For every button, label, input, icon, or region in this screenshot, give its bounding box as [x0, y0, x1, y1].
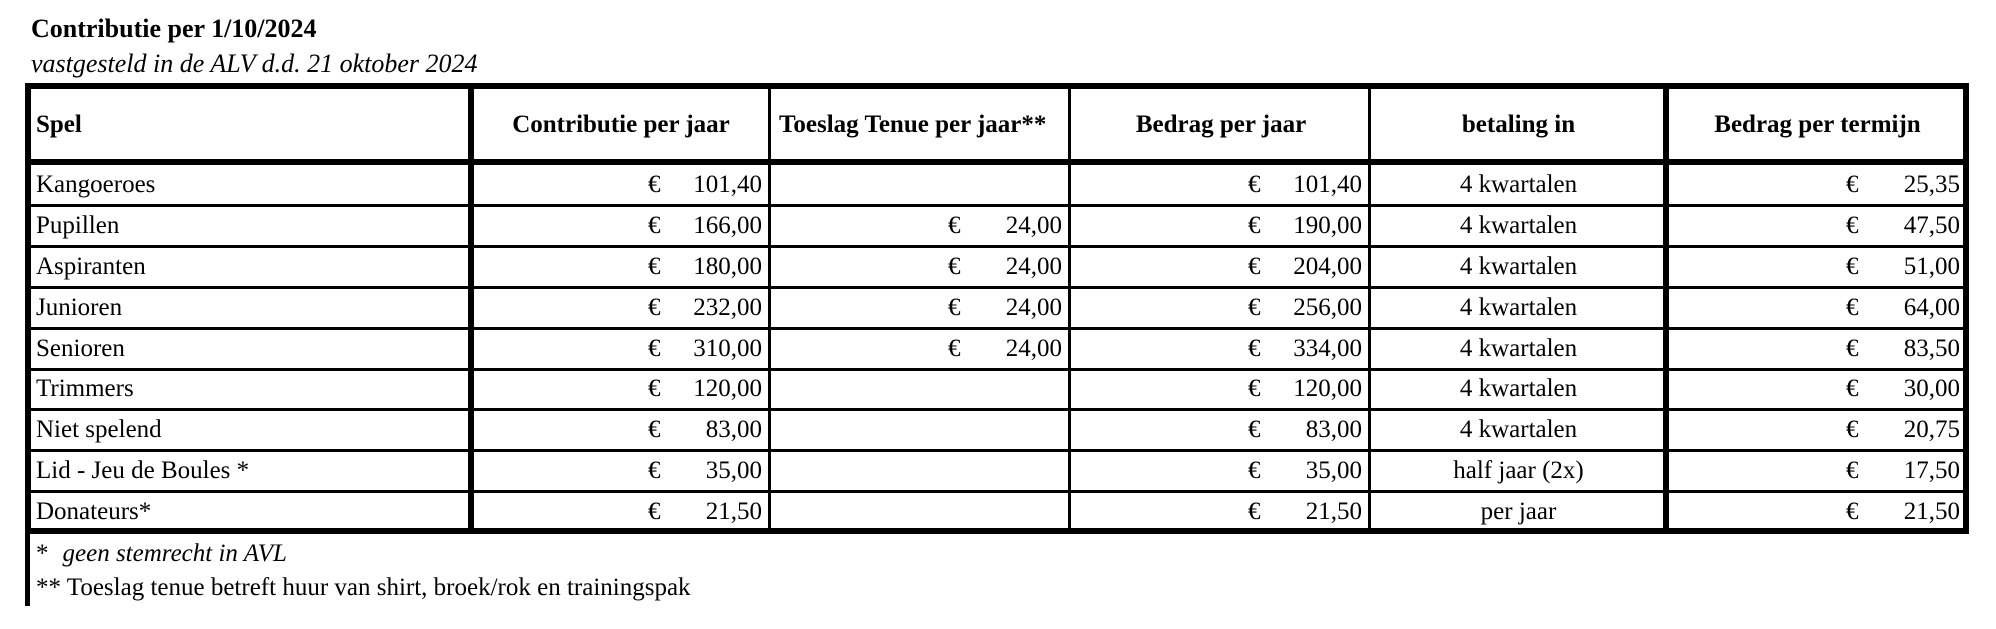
amount-value: 120,00	[693, 375, 762, 403]
amount-value: 101,40	[1293, 170, 1362, 198]
currency-symbol: €	[1846, 375, 1859, 403]
footnote-marker: *	[36, 540, 49, 567]
amount-value: 256,00	[1293, 293, 1362, 321]
cell-contributie	[471, 206, 771, 245]
cell-spel: Trimmers	[36, 375, 134, 403]
contribution-table	[25, 83, 1969, 534]
amount-value: 17,50	[1903, 457, 1960, 485]
currency-symbol: €	[1248, 375, 1261, 403]
currency-symbol: €	[1846, 498, 1859, 526]
amount-value: 166,00	[693, 211, 762, 239]
amount-value: 21,50	[1903, 498, 1960, 526]
cell-spel: Pupillen	[36, 211, 120, 239]
column-header-bedrag: Bedrag per jaar	[1135, 110, 1307, 138]
amount-value: 204,00	[1293, 252, 1362, 280]
cell-spel: Aspiranten	[36, 252, 146, 280]
amount-value: 101,40	[693, 170, 762, 198]
currency-symbol: €	[1248, 334, 1261, 362]
currency-symbol: €	[948, 293, 961, 321]
cell-toeslag	[771, 206, 1071, 245]
cell-termijn	[1666, 206, 1969, 245]
footnote-voting	[36, 539, 287, 569]
cell-spel: Junioren	[36, 293, 123, 321]
currency-symbol: €	[1248, 293, 1261, 321]
currency-symbol: €	[648, 170, 661, 198]
amount-value: 24,00	[1005, 293, 1062, 321]
cell-toeslag	[771, 410, 1071, 449]
page-title: Contributie per 1/10/2024	[31, 14, 317, 43]
cell-bedrag	[1071, 247, 1371, 286]
amount-value: 83,50	[1903, 334, 1960, 362]
cell-toeslag	[771, 370, 1071, 409]
column-header-betaling: betaling in	[1461, 110, 1576, 138]
amount-value: 190,00	[1293, 211, 1362, 239]
cell-termijn	[1666, 370, 1969, 409]
cell-contributie	[471, 451, 771, 490]
cell-bedrag	[1071, 370, 1371, 409]
cell-betaling: 4 kwartalen	[1459, 334, 1578, 362]
cell-betaling: per jaar	[1480, 498, 1557, 526]
currency-symbol: €	[948, 252, 961, 280]
cell-spel: Lid - Jeu de Boules *	[36, 457, 250, 485]
footnote-voting-text: geen stemrecht in AVL	[62, 540, 287, 567]
footnote-bar	[25, 534, 30, 606]
currency-symbol: €	[648, 457, 661, 485]
currency-symbol: €	[1248, 211, 1261, 239]
amount-value: 21,50	[1305, 498, 1362, 526]
currency-symbol: €	[1846, 293, 1859, 321]
amount-value: 180,00	[693, 252, 762, 280]
amount-value: 21,50	[705, 498, 762, 526]
amount-value: 24,00	[1005, 252, 1062, 280]
currency-symbol: €	[648, 498, 661, 526]
currency-symbol: €	[648, 252, 661, 280]
cell-termijn	[1666, 451, 1969, 490]
amount-value: 35,00	[1305, 457, 1362, 485]
cell-bedrag	[1071, 492, 1371, 531]
cell-toeslag	[771, 451, 1071, 490]
currency-symbol: €	[1846, 170, 1859, 198]
amount-value: 24,00	[1005, 334, 1062, 362]
cell-toeslag	[771, 247, 1071, 286]
currency-symbol: €	[1846, 416, 1859, 444]
cell-betaling: 4 kwartalen	[1459, 211, 1578, 239]
amount-value: 25,35	[1903, 170, 1960, 198]
amount-value: 24,00	[1005, 211, 1062, 239]
currency-symbol: €	[648, 211, 661, 239]
cell-spel: Donateurs*	[36, 498, 152, 526]
cell-termijn	[1666, 247, 1969, 286]
cell-contributie	[471, 288, 771, 327]
cell-bedrag	[1071, 329, 1371, 368]
currency-symbol: €	[1846, 457, 1859, 485]
column-header-contributie: Contributie per jaar	[512, 110, 730, 138]
currency-symbol: €	[1248, 457, 1261, 485]
footnote-uniform: ** Toeslag tenue betreft huur van shirt, broek/rok en trainingspak	[36, 574, 691, 601]
currency-symbol: €	[1846, 211, 1859, 239]
cell-betaling: 4 kwartalen	[1459, 252, 1578, 280]
currency-symbol: €	[648, 416, 661, 444]
cell-termijn	[1666, 288, 1969, 327]
amount-value: 334,00	[1293, 334, 1362, 362]
amount-value: 35,00	[705, 457, 762, 485]
currency-symbol: €	[648, 375, 661, 403]
cell-termijn	[1666, 410, 1969, 449]
amount-value: 20,75	[1903, 416, 1960, 444]
amount-value: 310,00	[693, 334, 762, 362]
cell-toeslag	[771, 288, 1071, 327]
cell-contributie	[471, 410, 771, 449]
cell-spel: Niet spelend	[36, 416, 162, 444]
cell-betaling: 4 kwartalen	[1459, 416, 1578, 444]
column-header-termijn: Bedrag per termijn	[1714, 110, 1921, 138]
amount-value: 120,00	[1293, 375, 1362, 403]
currency-symbol: €	[1248, 170, 1261, 198]
currency-symbol: €	[1846, 334, 1859, 362]
amount-value: 83,00	[1305, 416, 1362, 444]
cell-bedrag	[1071, 410, 1371, 449]
currency-symbol: €	[648, 334, 661, 362]
cell-termijn	[1666, 492, 1969, 531]
cell-bedrag	[1071, 206, 1371, 245]
cell-toeslag	[771, 329, 1071, 368]
cell-contributie	[471, 165, 771, 204]
cell-contributie	[471, 370, 771, 409]
cell-termijn	[1666, 165, 1969, 204]
cell-contributie	[471, 247, 771, 286]
cell-contributie	[471, 492, 771, 531]
currency-symbol: €	[1248, 252, 1261, 280]
currency-symbol: €	[948, 211, 961, 239]
amount-value: 51,00	[1903, 252, 1960, 280]
cell-betaling: 4 kwartalen	[1459, 293, 1578, 321]
cell-toeslag	[771, 492, 1071, 531]
amount-value: 47,50	[1903, 211, 1960, 239]
page-subtitle: vastgesteld in de ALV d.d. 21 oktober 2024	[31, 49, 478, 78]
currency-symbol: €	[1248, 416, 1261, 444]
cell-bedrag	[1071, 451, 1371, 490]
cell-spel: Kangoeroes	[36, 170, 156, 198]
column-header-spel: Spel	[36, 110, 82, 138]
currency-symbol: €	[1248, 498, 1261, 526]
cell-bedrag	[1071, 165, 1371, 204]
currency-symbol: €	[648, 293, 661, 321]
cell-toeslag	[771, 165, 1071, 204]
currency-symbol: €	[948, 334, 961, 362]
cell-bedrag	[1071, 288, 1371, 327]
cell-contributie	[471, 329, 771, 368]
amount-value: 83,00	[705, 416, 762, 444]
cell-betaling: 4 kwartalen	[1459, 375, 1578, 403]
cell-termijn	[1666, 329, 1969, 368]
currency-symbol: €	[1846, 252, 1859, 280]
amount-value: 64,00	[1903, 293, 1960, 321]
cell-spel: Senioren	[36, 334, 125, 362]
cell-betaling: half jaar (2x)	[1453, 457, 1584, 485]
column-header-toeslag: Toeslag Tenue per jaar**	[779, 110, 1047, 138]
amount-value: 232,00	[693, 293, 762, 321]
cell-betaling: 4 kwartalen	[1459, 170, 1578, 198]
amount-value: 30,00	[1903, 375, 1960, 403]
